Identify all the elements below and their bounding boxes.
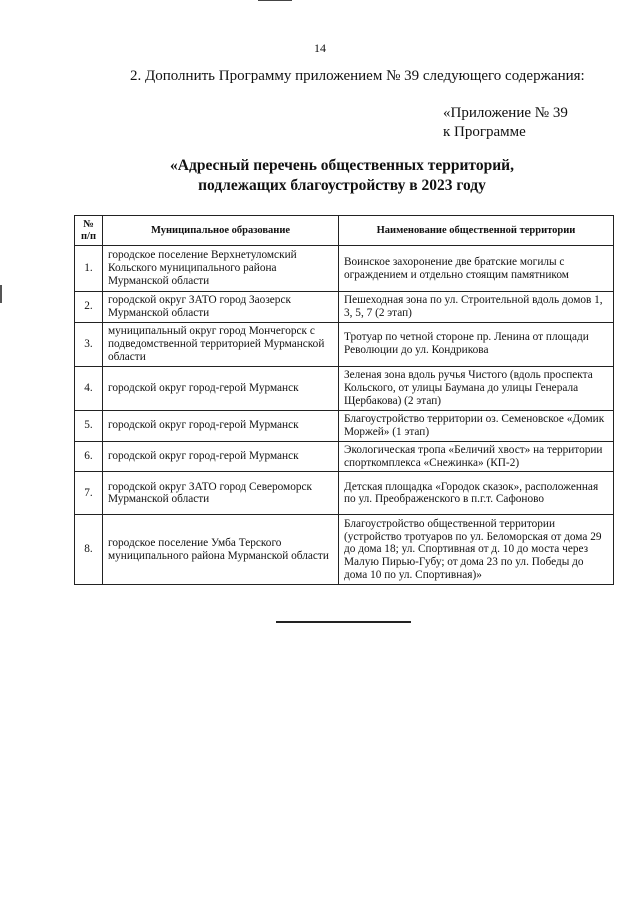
row-territory: Воинское захоронение две братские могилы с ограждением и отдельно стоящим памятником bbox=[339, 246, 614, 292]
row-number: 4. bbox=[75, 366, 103, 410]
table-row bbox=[75, 410, 614, 441]
row-number: 1. bbox=[75, 246, 103, 292]
table-row bbox=[75, 515, 614, 585]
row-municipality: городской округ ЗАТО город Североморск Мурманской области bbox=[103, 472, 339, 515]
end-divider-line bbox=[276, 621, 411, 623]
document-title bbox=[0, 156, 640, 196]
row-territory: Детская площадка «Городок сказок», расположенная по ул. Преображенского в п.г.т. Сафоново bbox=[339, 472, 614, 515]
table-row bbox=[75, 366, 614, 410]
row-number: 7. bbox=[75, 472, 103, 515]
row-municipality: городской округ ЗАТО город Заозерск Мурманской области bbox=[103, 292, 339, 323]
intro-paragraph: 2. Дополнить Программу приложением № 39 следующего содержания: bbox=[130, 68, 585, 84]
header-number-line-1: № bbox=[83, 218, 94, 230]
row-number: 6. bbox=[75, 441, 103, 472]
table-row bbox=[75, 246, 614, 292]
top-edge-line bbox=[258, 0, 292, 1]
row-number: 3. bbox=[75, 322, 103, 366]
appendix-line-1: «Приложение № 39 bbox=[443, 105, 568, 121]
margin-mark bbox=[0, 285, 2, 303]
row-number: 5. bbox=[75, 410, 103, 441]
title-line-1: «Адресный перечень общественных территорий, bbox=[170, 157, 514, 174]
row-municipality: городской округ город-герой Мурманск bbox=[103, 441, 339, 472]
row-municipality: городское поселение Верхнетуломский Кольского муниципального района Мурманской области bbox=[103, 246, 339, 292]
header-number bbox=[75, 216, 103, 246]
row-municipality: городской округ город-герой Мурманск bbox=[103, 366, 339, 410]
header-territory: Наименование общественной территории bbox=[339, 216, 614, 246]
row-territory: Экологическая тропа «Беличий хвост» на территории спорткомплекса «Снежинка» (КП-2) bbox=[339, 441, 614, 472]
row-number: 8. bbox=[75, 515, 103, 585]
territories-table bbox=[74, 215, 614, 585]
row-territory: Благоустройство общественной территории (устройство тротуаров по ул. Беломорская от дома 29 до дома 18; ул. Спортивная от д. 10 до моста через Малую Пирью-Губу; от дома 23 по ул. Победы до дома 10 по ул. Спортивная)» bbox=[339, 515, 614, 585]
page-number: 14 bbox=[314, 41, 326, 55]
table-row bbox=[75, 322, 614, 366]
appendix-line-2: к Программе bbox=[443, 124, 526, 140]
row-territory: Зеленая зона вдоль ручья Чистого (вдоль проспекта Кольского, от улицы Баумана до улицы Генерала Щербакова) (2 этап) bbox=[339, 366, 614, 410]
row-territory: Благоустройство территории оз. Семеновское «Домик Моржей» (1 этап) bbox=[339, 410, 614, 441]
row-territory: Тротуар по четной стороне пр. Ленина от площади Революции до ул. Кондрикова bbox=[339, 322, 614, 366]
table-row bbox=[75, 472, 614, 515]
title-line-2: подлежащих благоустройству в 2023 году bbox=[198, 177, 486, 194]
row-number: 2. bbox=[75, 292, 103, 323]
table-row bbox=[75, 292, 614, 323]
header-number-line-2: п/п bbox=[80, 230, 97, 242]
row-municipality: городское поселение Умба Терского муниципального района Мурманской области bbox=[103, 515, 339, 585]
appendix-reference bbox=[443, 104, 568, 142]
row-municipality: городской округ город-герой Мурманск bbox=[103, 410, 339, 441]
table-row bbox=[75, 441, 614, 472]
table-header-row bbox=[75, 216, 614, 246]
header-municipality: Муниципальное образование bbox=[103, 216, 339, 246]
row-municipality: муниципальный округ город Мончегорск с подведомственной территорией Мурманской области bbox=[103, 322, 339, 366]
row-territory: Пешеходная зона по ул. Строительной вдоль домов 1, 3, 5, 7 (2 этап) bbox=[339, 292, 614, 323]
